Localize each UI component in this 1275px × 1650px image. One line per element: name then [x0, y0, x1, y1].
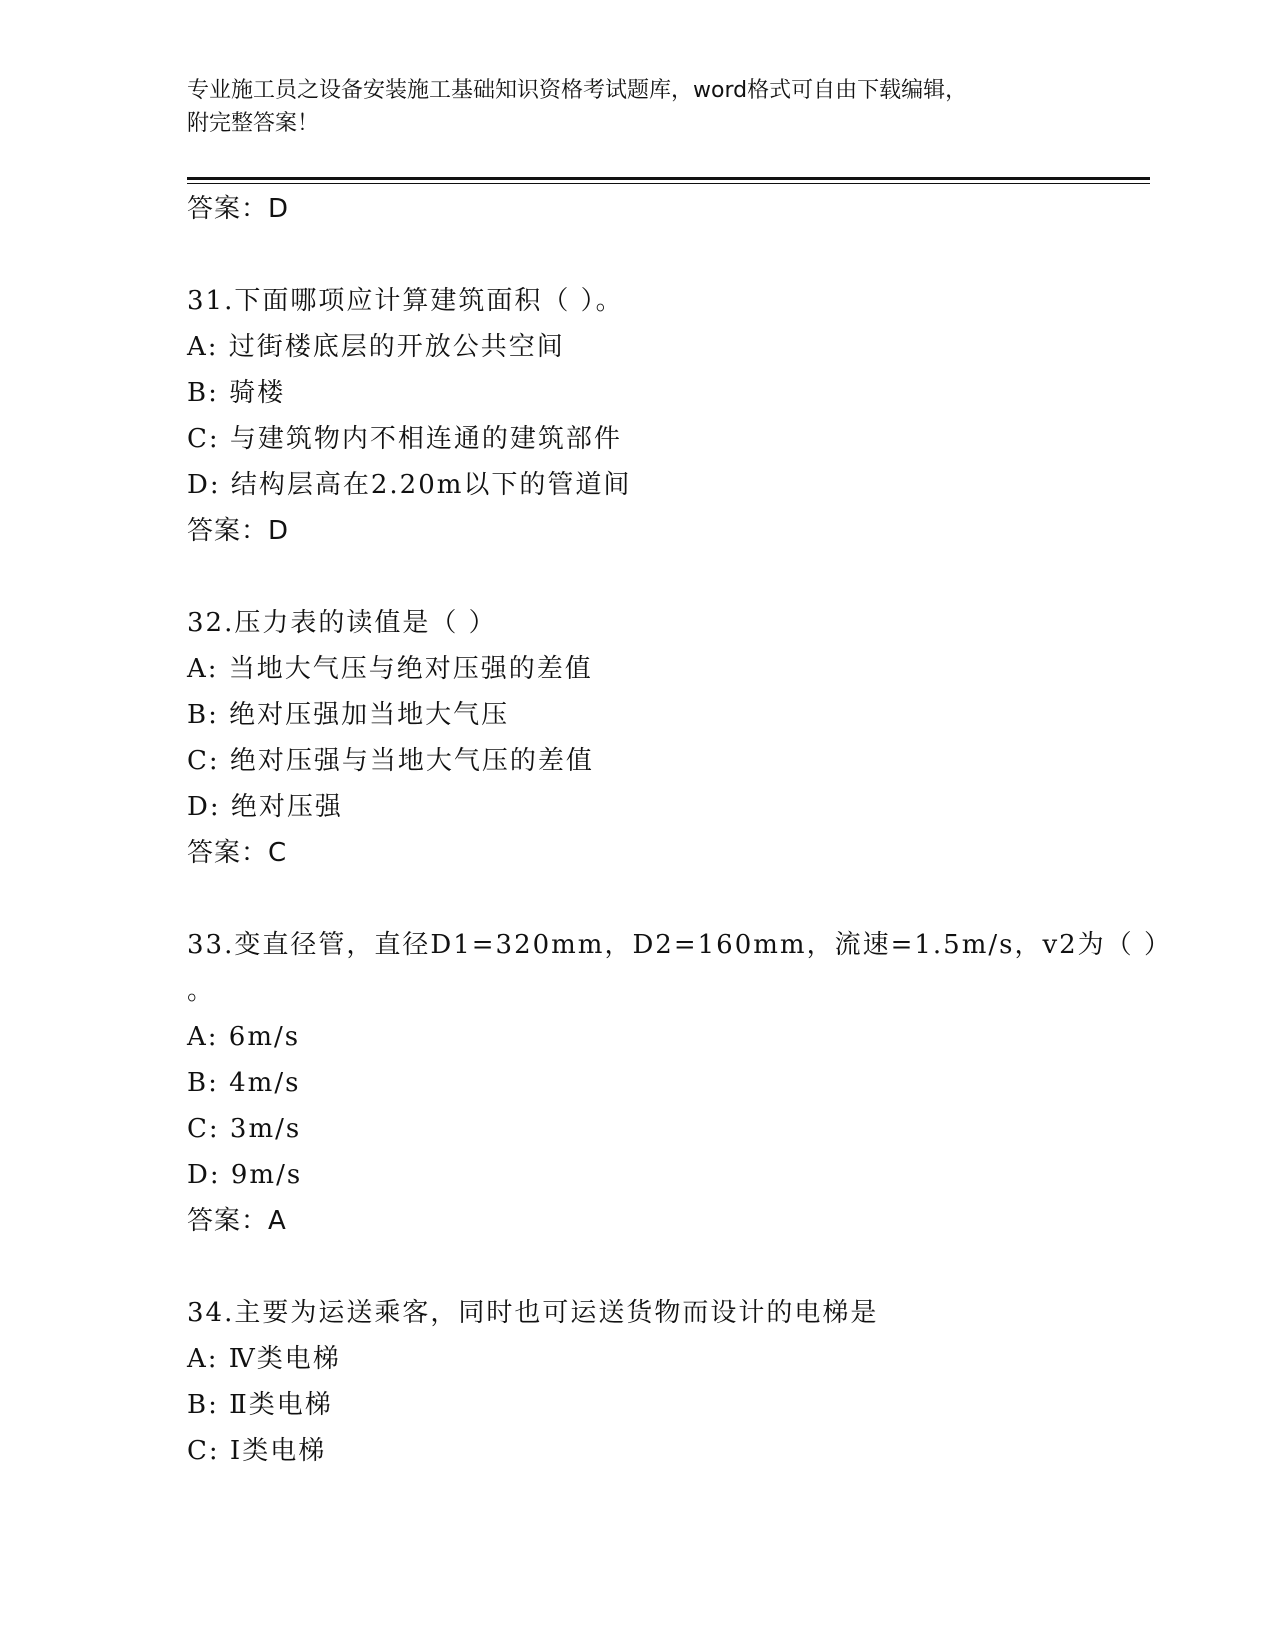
document-header — [187, 74, 1067, 140]
header-line-2: 附完整答案！ — [187, 111, 320, 136]
option-a: A: Ⅳ类电梯 — [187, 1344, 341, 1374]
answer-line: 答案：A — [187, 1206, 287, 1236]
option-d: D: 9m/s — [187, 1160, 303, 1190]
option-a: A: 当地大气压与绝对压强的差值 — [187, 654, 593, 684]
header-divider-thick — [187, 177, 1150, 180]
answer-line: 答案：C — [187, 838, 288, 868]
option-c: C: 3m/s — [187, 1114, 302, 1144]
option-a: A: 6m/s — [187, 1022, 301, 1052]
option-b: B: 绝对压强加当地大气压 — [187, 700, 510, 730]
answer-line: 答案：D — [187, 516, 290, 546]
question-list — [187, 186, 1172, 1474]
option-b: B: 4m/s — [187, 1068, 301, 1098]
option-b: B: 骑楼 — [187, 378, 286, 408]
option-a: A: 过街楼底层的开放公共空间 — [187, 332, 565, 362]
option-d: D: 绝对压强 — [187, 792, 343, 822]
answer-line: 答案：D — [187, 194, 290, 224]
option-b: B: Ⅱ类电梯 — [187, 1390, 333, 1420]
option-d: D: 结构层高在2.20m以下的管道间 — [187, 470, 632, 500]
question-34 — [187, 1290, 1087, 1474]
question-text: 32.压力表的读值是（ ） — [187, 608, 497, 638]
question-text: 34.主要为运送乘客，同时也可运送货物而设计的电梯是 — [187, 1298, 879, 1328]
question-text: 31.下面哪项应计算建筑面积（ ）。 — [187, 286, 624, 316]
option-c: C: Ⅰ类电梯 — [187, 1436, 327, 1466]
question-33 — [187, 922, 1172, 1244]
header-line-1: 专业施工员之设备安装施工基础知识资格考试题库，word格式可自由下载编辑， — [187, 78, 968, 103]
question-text-continuation: 。 — [187, 976, 216, 1006]
option-c: C: 与建筑物内不相连通的建筑部件 — [187, 424, 622, 454]
question-text: 33.变直径管，直径D1=320mm，D2=160mm，流速=1.5m/s，v2为（ ） — [187, 930, 1172, 960]
option-c: C: 绝对压强与当地大气压的差值 — [187, 746, 594, 776]
question-32 — [187, 600, 1087, 876]
question-31 — [187, 278, 1087, 554]
header-divider-thin — [187, 183, 1150, 184]
